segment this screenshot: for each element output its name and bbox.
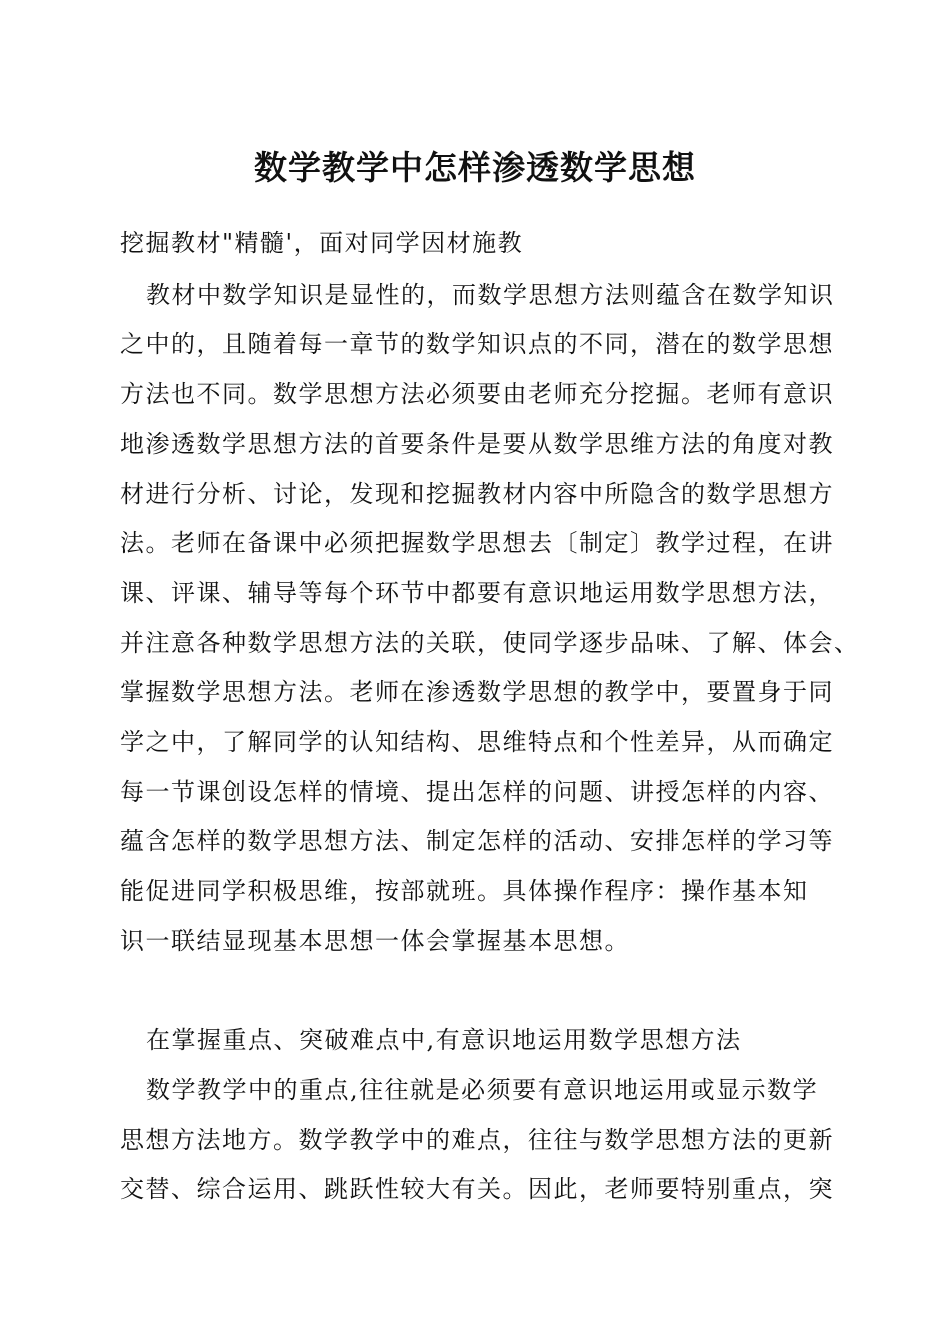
page-title: 数学教学中怎样渗透数学思想	[254, 148, 696, 187]
paragraph-line: 能促进同学积极思维，按部就班。具体操作程序：操作基本知	[120, 877, 809, 905]
paragraph-line: 思想方法地方。数学教学中的难点，往往与数学思想方法的更新	[120, 1126, 834, 1154]
paragraph-line: 数学教学中的重点,往往就是必须要有意识地运用或显示数学	[146, 1076, 819, 1104]
paragraph-line: 课、评课、辅导等每个环节中都要有意识地运用数学思想方法，	[120, 579, 834, 607]
paragraph-line: 并注意各种数学思想方法的关联，使同学逐步品味、了解、体会、	[120, 629, 860, 657]
paragraph-line: 交替、综合运用、跳跃性较大有关。因此，老师要特别重点，突	[120, 1175, 834, 1203]
paragraph-line: 材进行分析、讨论，发现和挖掘教材内容中所隐含的数学思想方	[120, 480, 834, 508]
section-heading: 挖掘教材"精髓'，面对同学因材施教	[120, 229, 524, 257]
paragraph-line: 识一联结显现基本思想一体会掌握基本思想。	[120, 927, 630, 955]
paragraph-line: 学之中，了解同学的认知结构、思维特点和个性差异，从而确定	[120, 728, 834, 756]
section-heading: 在掌握重点、突破难点中,有意识地运用数学思想方法	[146, 1026, 742, 1054]
paragraph-line: 之中的，且随着每一章节的数学知识点的不同，潜在的数学思想	[120, 330, 834, 358]
paragraph-line: 蕴含怎样的数学思想方法、制定怎样的活动、安排怎样的学习等	[120, 827, 834, 855]
paragraph-line: 方法也不同。数学思想方法必须要由老师充分挖掘。老师有意识	[120, 380, 834, 408]
paragraph-line: 教材中数学知识是显性的，而数学思想方法则蕴含在数学知识	[146, 281, 835, 309]
paragraph-line: 法。老师在备课中必须把握数学思想去〔制定〕教学过程，在讲	[120, 529, 834, 557]
paragraph-line: 掌握数学思想方法。老师在渗透数学思想的教学中，要置身于同	[120, 678, 834, 706]
paragraph-line: 每一节课创设怎样的情境、提出怎样的问题、讲授怎样的内容、	[120, 778, 834, 806]
paragraph-line: 地渗透数学思想方法的首要条件是要从数学思维方法的角度对教	[120, 430, 834, 458]
